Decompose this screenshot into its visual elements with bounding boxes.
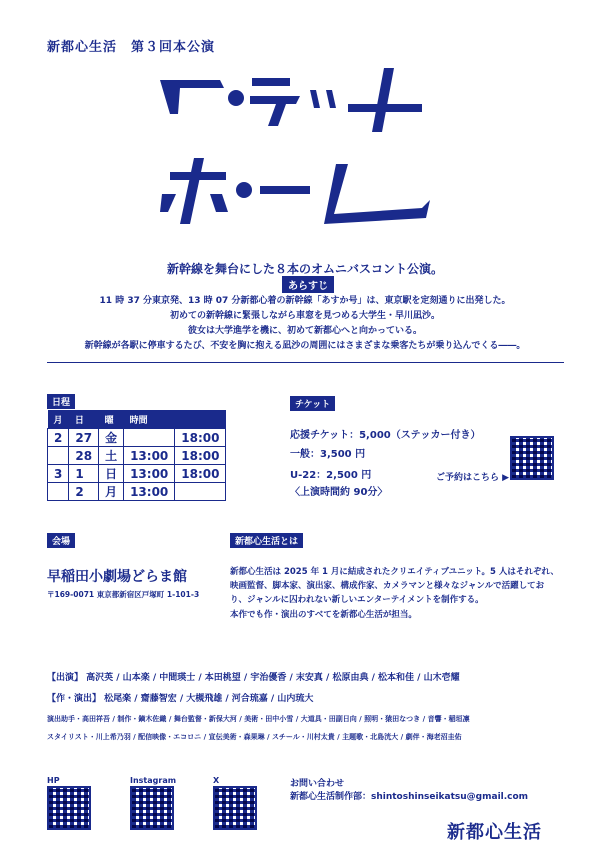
x-qr-code[interactable] [213, 786, 257, 830]
schedule-header: 曜 [99, 410, 124, 429]
ticket-tag: チケット [290, 396, 335, 411]
synopsis-tag: あらすじ [282, 276, 334, 293]
synopsis-line: 11 時 37 分東京発、13 時 07 分新都心着の新幹線「あすか号」は、東京駅を定刻通りに出発した。 [99, 296, 511, 306]
cell: 月 [99, 483, 124, 501]
synopsis-line: 彼女は大学進学を機に、初めて新都心へと向かっている。 [187, 326, 422, 336]
cell: 1 [69, 465, 99, 483]
cell [48, 447, 69, 465]
cell: 28 [69, 447, 99, 465]
hp-qr-code[interactable] [47, 786, 91, 830]
venue-name: 早稲田小劇場どらま館 [47, 569, 187, 585]
table-row [48, 483, 226, 501]
ticket-line: U-22：2,500 円 [290, 470, 372, 481]
cell: 金 [99, 429, 124, 447]
cell: 18:00 [175, 447, 226, 465]
tagline: 新幹線を舞台にした８本のオムニバスコント公演。 [166, 262, 443, 276]
instagram-qr-code[interactable] [130, 786, 174, 830]
staff-credits: スタイリスト・川上希乃羽 / 配信映像・エコロニ / 宣伝美術・森果琳 / スチール・川村太貴 / 主題歌・北島洸大 / 劇伴・海老沼圭佑 [47, 733, 462, 741]
about-line: 映画監督、脚本家、演出家、構成作家、カメラマンと様々なジャンルで活躍してお [230, 581, 545, 591]
table-row [48, 465, 226, 483]
cell: 土 [99, 447, 124, 465]
reserve-qr-code[interactable] [510, 436, 554, 480]
about-tag: 新都心生活とは [230, 533, 303, 548]
contact-title: お問い合わせ [290, 779, 345, 789]
table-row [48, 429, 226, 447]
cell: 27 [69, 429, 99, 447]
synopsis-line: 初めての新幹線に緊張しながら車窓を見つめる大学生・早川凪沙。 [169, 311, 440, 321]
schedule-header: 月 [48, 410, 69, 429]
cell: 13:00 [124, 447, 175, 465]
table-row [48, 447, 226, 465]
title-logo [160, 68, 430, 228]
schedule-header: 時間 [124, 410, 226, 429]
staff-credits: 演出助手・高田祥吾 / 制作・鏑木佐織 / 舞台監督・新保大河 / 美術・田中小雪 / 大道具・田副日向 / 照明・猿田なつき / 音響・稲垣凛 [47, 715, 470, 723]
ticket-line: 一般：3,500 円 [290, 449, 366, 460]
contact-email[interactable]: 新都心生活制作部：shintoshinseikatsu@gmail.com [290, 792, 529, 802]
cell: 3 [48, 465, 69, 483]
cell: 18:00 [175, 465, 226, 483]
reserve-link[interactable]: ご予約はこちら ▶ [436, 473, 510, 483]
cell: 日 [99, 465, 124, 483]
instagram-label: Instagram [130, 776, 177, 785]
venue-tag: 会場 [47, 533, 75, 548]
synopsis-line: 新幹線が各駅に停車するたび、不安を胸に抱える凪沙の周囲にはさまざまな乗客たちが乗り込んでくる――。 [84, 341, 526, 351]
schedule-table [47, 410, 226, 501]
cell: 2 [69, 483, 99, 501]
cell [124, 429, 175, 447]
about-line: 新都心生活は 2025 年 1 月に結成されたクリエイティブユニット。5 人はそれぞれ、 [230, 567, 559, 577]
ticket-line: 応援チケット：5,000（ステッカー付き） [290, 430, 481, 441]
header-label: 新都心生活 第３回本公演 [47, 40, 216, 55]
divider [47, 362, 564, 363]
cell: 13:00 [124, 483, 175, 501]
about-line: り、ジャンルに囚われない新しいエンターテイメントを制作する。 [230, 595, 484, 605]
ticket-line: 〈上演時間約 90分〉 [290, 487, 388, 498]
about-line: 本作でも作・演出のすべてを新都心生活が担当。 [230, 610, 417, 620]
cell [48, 483, 69, 501]
cell: 13:00 [124, 465, 175, 483]
writer-credits: 【作・演出】 松尾楽 / 齋藤智宏 / 大槻飛雄 / 河合琉嘉 / 山内琉大 [47, 694, 314, 704]
venue-address: 〒169-0071 東京都新宿区戸塚町 1-101-3 [47, 590, 200, 599]
cell: 18:00 [175, 429, 226, 447]
cell: 2 [48, 429, 69, 447]
cell [175, 483, 226, 501]
schedule-header: 日 [69, 410, 99, 429]
cast-credits: 【出演】 高沢英 / 山本楽 / 中間瑛士 / 本田桃望 / 宇治優香 / 末安真 / 松原由典 / 松本和佳 / 山木壱耀 [47, 673, 460, 683]
schedule-tag: 日程 [47, 394, 75, 409]
x-label: X [213, 776, 220, 785]
brand-logo: 新都心生活 [447, 822, 542, 843]
hp-label: HP [47, 776, 60, 785]
